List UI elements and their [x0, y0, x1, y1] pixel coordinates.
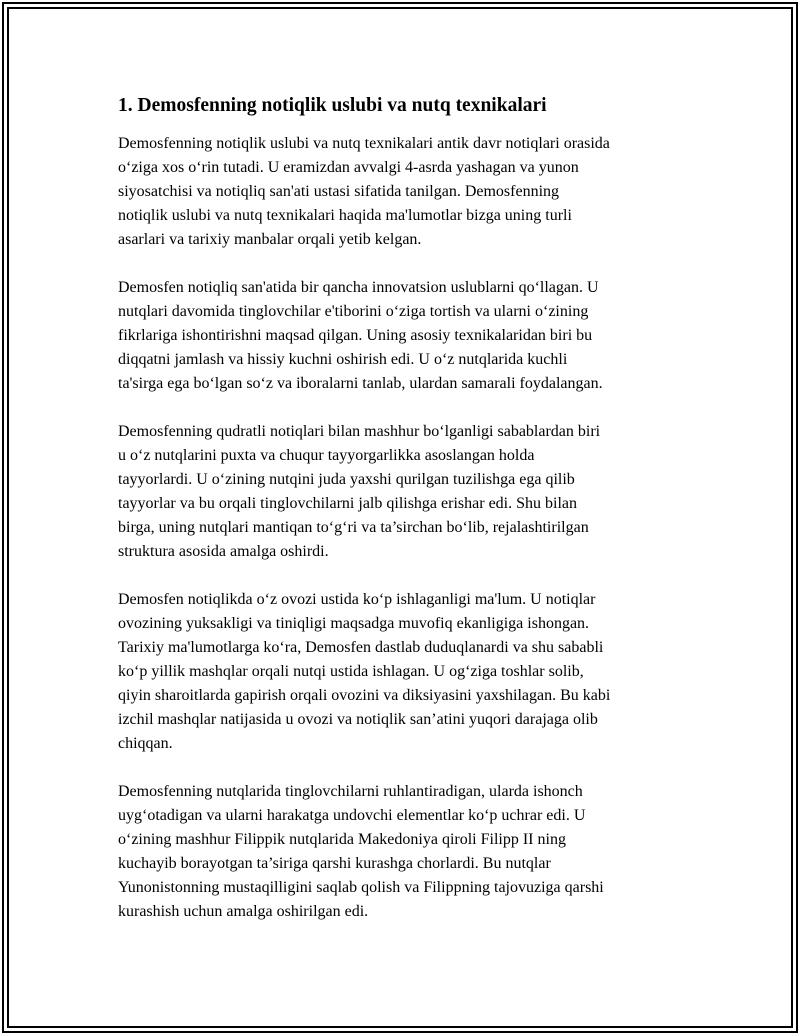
paragraph-line: ta'sirga ega bo‘lgan so‘z va iboralarni tanlab, ulardan samarali foydalangan. — [118, 375, 603, 392]
paragraph-line: tayyorlardi. U o‘zining nutqini juda yaxshi qurilgan tuzilishga ega qilib — [118, 471, 575, 488]
paragraph-line: birga, uning nutqlari mantiqan to‘g‘ri va ta’sirchan bo‘lib, rejalashtirilgan — [118, 519, 589, 536]
paragraph-line: tayyorlar va bu orqali tinglovchilarni jalb qilishga erishar edi. Shu bilan — [118, 495, 577, 512]
paragraph-2 — [118, 276, 698, 396]
paragraph-line: Demosfen notiqliq san'atida bir qancha innovatsion uslublarni qo‘llagan. U — [118, 279, 599, 296]
paragraph-line: o‘zining mashhur Filippik nutqlarida Makedoniya qiroli Filipp II ning — [118, 831, 566, 848]
paragraph-line: uyg‘otadigan va ularni harakatga undovchi elementlar ko‘p uchrar edi. U — [118, 807, 586, 824]
paragraph-line: Yunonistonning mustaqilligini saqlab qolish va Filippning tajovuziga qarshi — [118, 879, 604, 896]
paragraph-line: Demosfenning notiqlik uslubi va nutq texnikalari antik davr notiqlari orasida — [118, 135, 610, 152]
paragraph-line: chiqqan. — [118, 735, 173, 752]
section-heading: 1. Demosfenning notiqlik uslubi va nutq texnikalari — [118, 95, 547, 116]
paragraph-line: kurashish uchun amalga oshirilgan edi. — [118, 903, 369, 920]
paragraph-line: nutqlari davomida tinglovchilar e'tiborini o‘ziga tortish va ularni o‘zining — [118, 303, 589, 320]
paragraph-line: fikrlariga ishontirishni maqsad qilgan. Uning asosiy texnikalaridan biri bu — [118, 327, 593, 344]
paragraph-line: diqqatni jamlash va hissiy kuchni oshirish edi. U o‘z nutqlarida kuchli — [118, 351, 568, 368]
paragraph-line: Demosfen notiqlikda o‘z ovozi ustida ko‘p ishlaganligi ma'lum. U notiqlar — [118, 591, 596, 608]
paragraph-line: struktura asosida amalga oshirdi. — [118, 543, 329, 560]
paragraph-line: asarlari va tarixiy manbalar orqali yetib kelgan. — [118, 231, 422, 248]
document-body — [118, 94, 698, 948]
paragraph-line: Demosfenning nutqlarida tinglovchilarni ruhlantiradigan, ularda ishonch — [118, 783, 583, 800]
paragraph-line: siyosatchisi va notiqliq san'ati ustasi sifatida tanilgan. Demosfenning — [118, 183, 560, 200]
paragraph-line: qiyin sharoitlarda gapirish orqali ovozini va diksiyasini yaxshilagan. Bu kabi — [118, 687, 611, 704]
paragraph-5 — [118, 780, 698, 924]
paragraph-line: notiqlik uslubi va nutq texnikalari haqida ma'lumotlar bizga uning turli — [118, 207, 572, 224]
paragraph-4 — [118, 588, 698, 756]
paragraph-line: kuchayib borayotgan ta’siriga qarshi kurashga chorlardi. Bu nutqlar — [118, 855, 551, 872]
paragraph-line: u o‘z nutqlarini puxta va chuqur tayyorgarlikka asoslangan holda — [118, 447, 535, 464]
paragraph-1 — [118, 132, 698, 252]
paragraph-line: ovozining yuksakligi va tiniqligi maqsadga muvofiq ekanligiga ishongan. — [118, 615, 590, 632]
paragraph-line: Tarixiy ma'lumotlarga ko‘ra, Demosfen dastlab duduqlanardi va shu sababli — [118, 639, 604, 656]
paragraph-line: izchil mashqlar natijasida u ovozi va notiqlik san’atini yuqori darajaga olib — [118, 711, 598, 728]
paragraph-line: Demosfenning qudratli notiqlari bilan mashhur bo‘lganligi sabablardan biri — [118, 423, 601, 440]
paragraph-line: ko‘p yillik mashqlar orqali nutqi ustida ishlagan. U og‘ziga toshlar solib, — [118, 663, 584, 680]
paragraph-3 — [118, 420, 698, 564]
paragraph-line: o‘ziga xos o‘rin tutadi. U eramizdan avvalgi 4-asrda yashagan va yunon — [118, 159, 579, 176]
